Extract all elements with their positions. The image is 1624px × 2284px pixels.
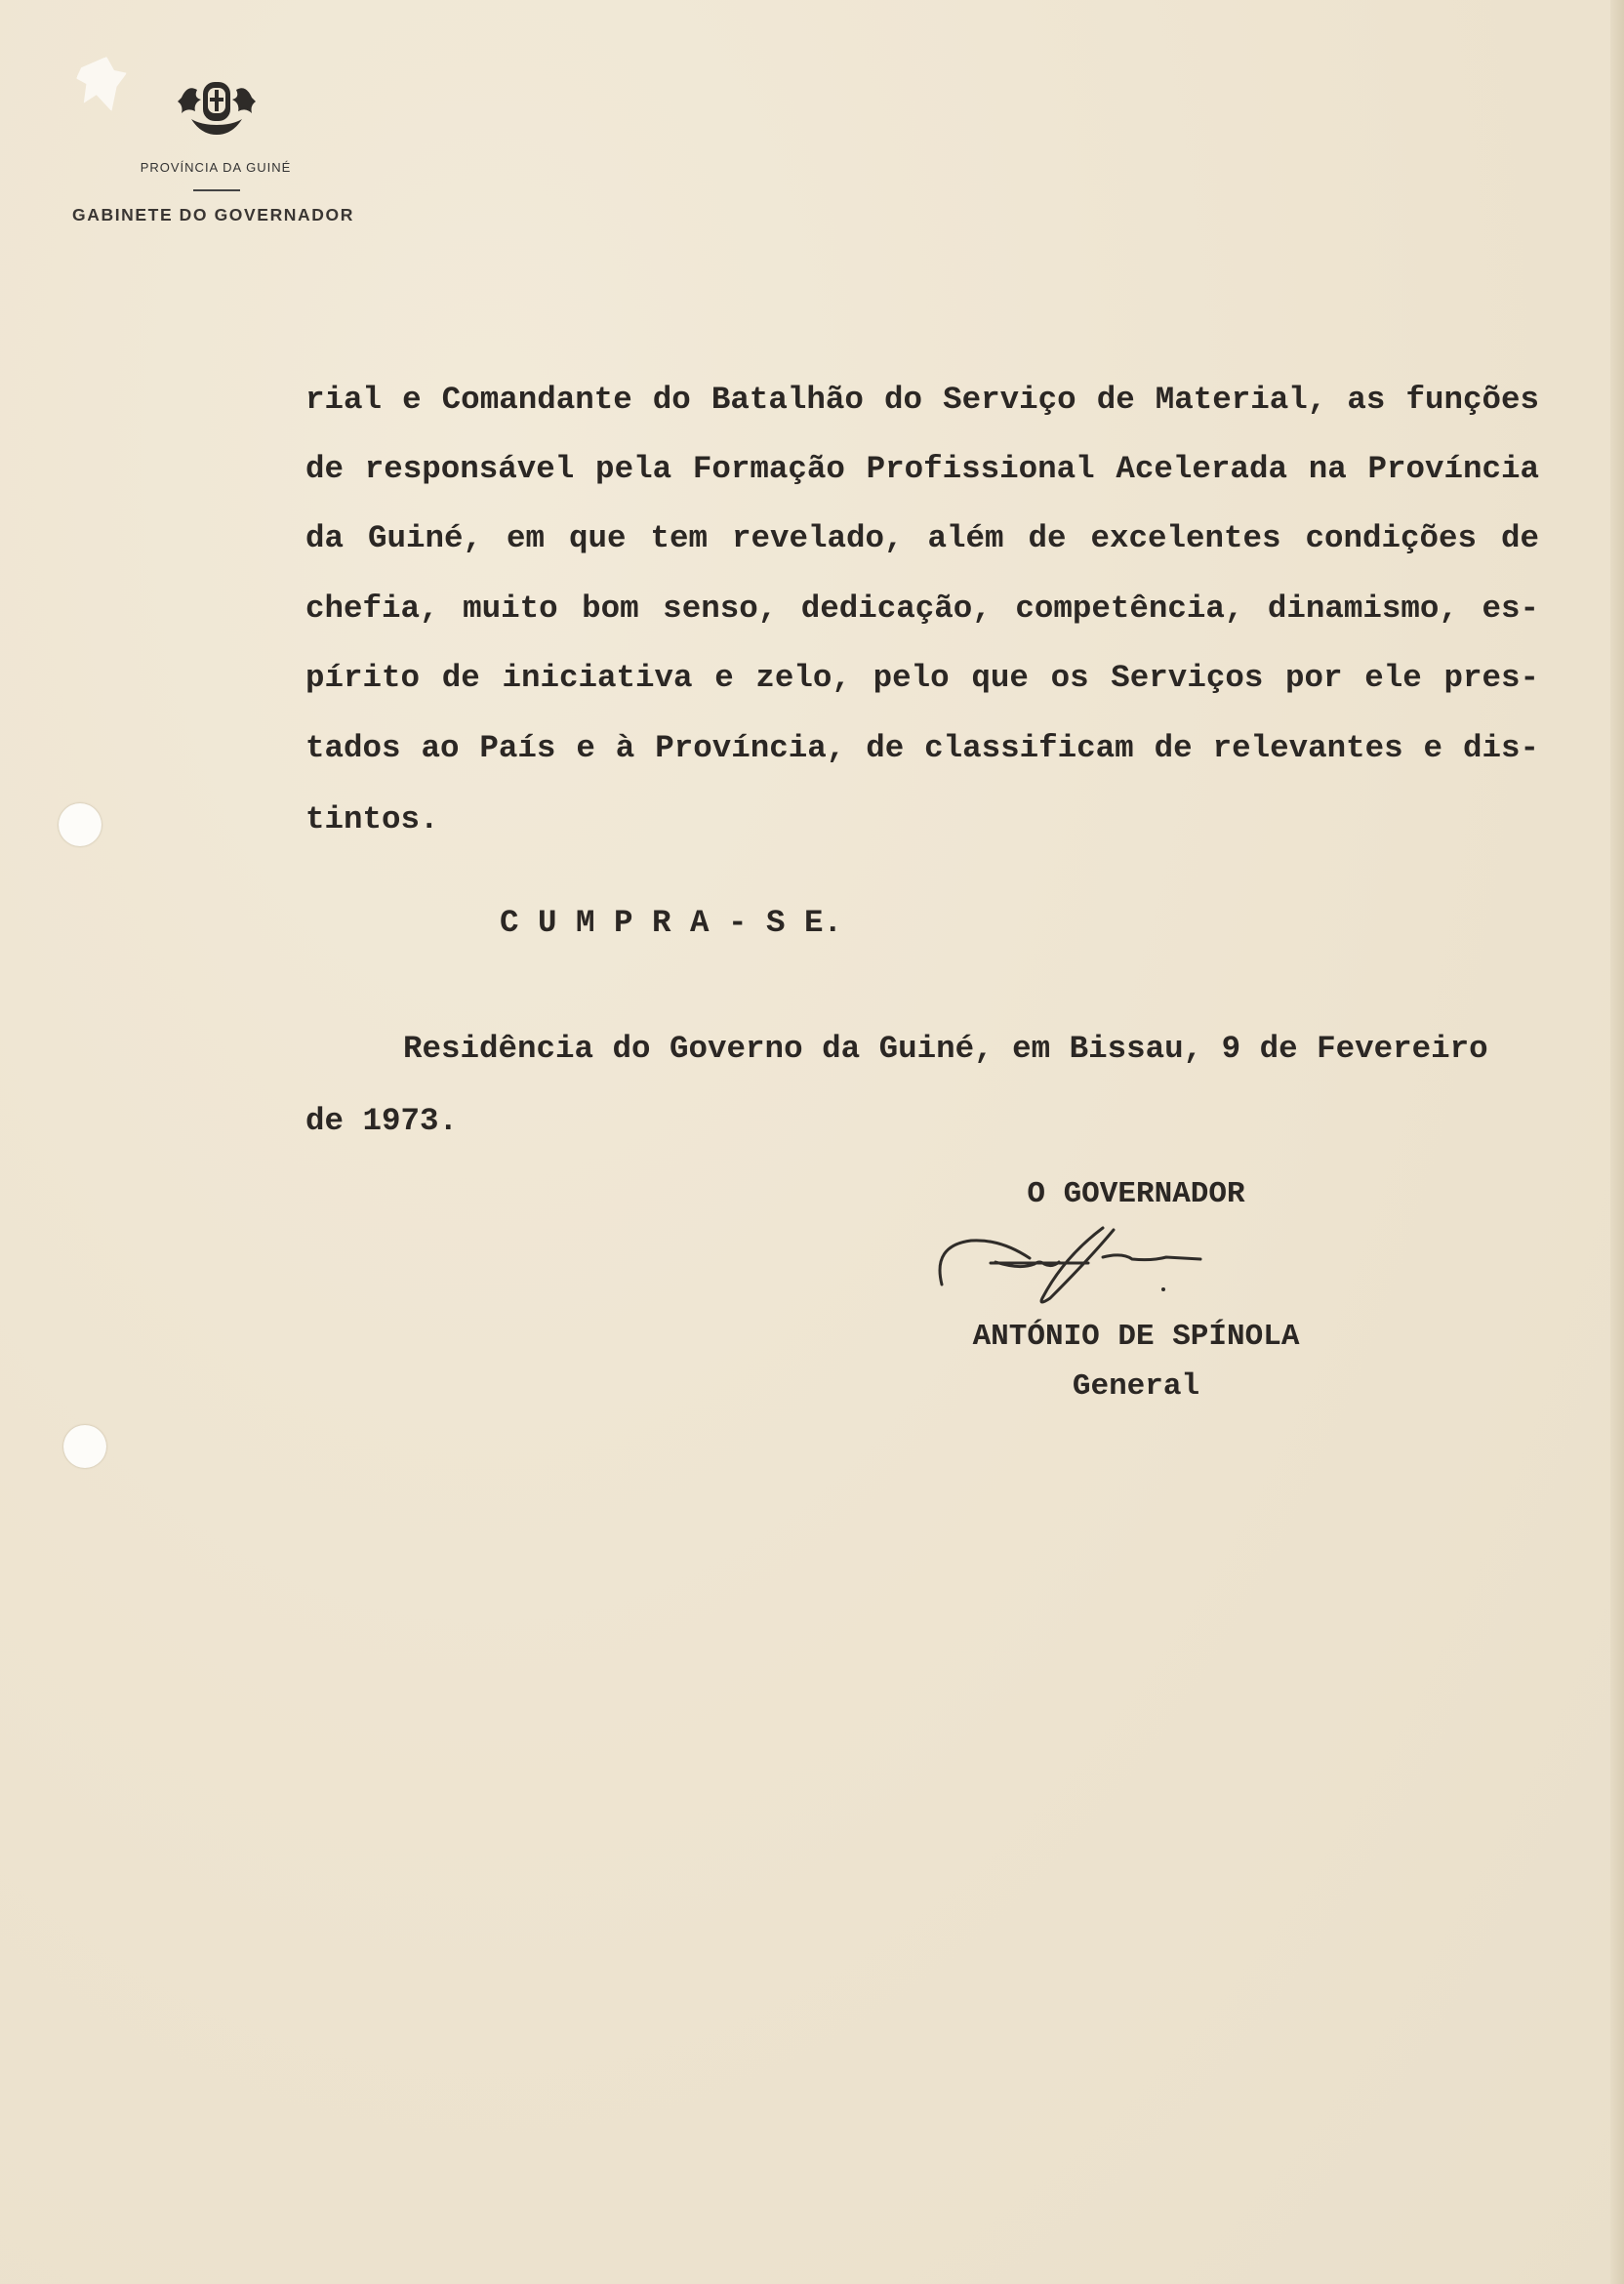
body-line: pírito de iniciativa e zelo, pelo que os Serviços por ele pres-: [305, 660, 1539, 696]
body-line: de responsável pela Formação Profissional Acelerada na Província: [305, 451, 1539, 487]
place-date-line: de 1973.: [305, 1103, 459, 1139]
page-edge: [1610, 0, 1624, 2284]
handwritten-signature: [932, 1208, 1303, 1306]
body-line: chefia, muito bom senso, dedicação, competência, dinamismo, es-: [305, 591, 1539, 627]
signatory-title: O GOVERNADOR: [1027, 1177, 1245, 1211]
order-cumpra-se: C U M P R A - S E.: [500, 905, 843, 941]
province-label: PROVÍNCIA DA GUINÉ: [140, 160, 292, 175]
signatory-name: ANTÓNIO DE SPÍNOLA: [972, 1320, 1300, 1354]
signatory-rank: General: [1072, 1369, 1200, 1404]
body-line: tados ao País e à Província, de classificam de relevantes e dis-: [305, 730, 1539, 766]
header-divider: [193, 189, 240, 191]
office-label: GABINETE DO GOVERNADOR: [72, 205, 354, 224]
body-line: tintos.: [305, 801, 439, 837]
body-line: da Guiné, em que tem revelado, além de excelentes condições de: [305, 520, 1539, 556]
body-line: rial e Comandante do Batalhão do Serviço de Material, as funções: [305, 382, 1539, 418]
place-date-line: Residência do Governo da Guiné, em Bissau, 9 de Fevereiro: [403, 1031, 1488, 1067]
punch-hole: [59, 803, 102, 846]
coat-of-arms-icon: [178, 76, 256, 137]
punch-hole: [63, 1425, 106, 1468]
